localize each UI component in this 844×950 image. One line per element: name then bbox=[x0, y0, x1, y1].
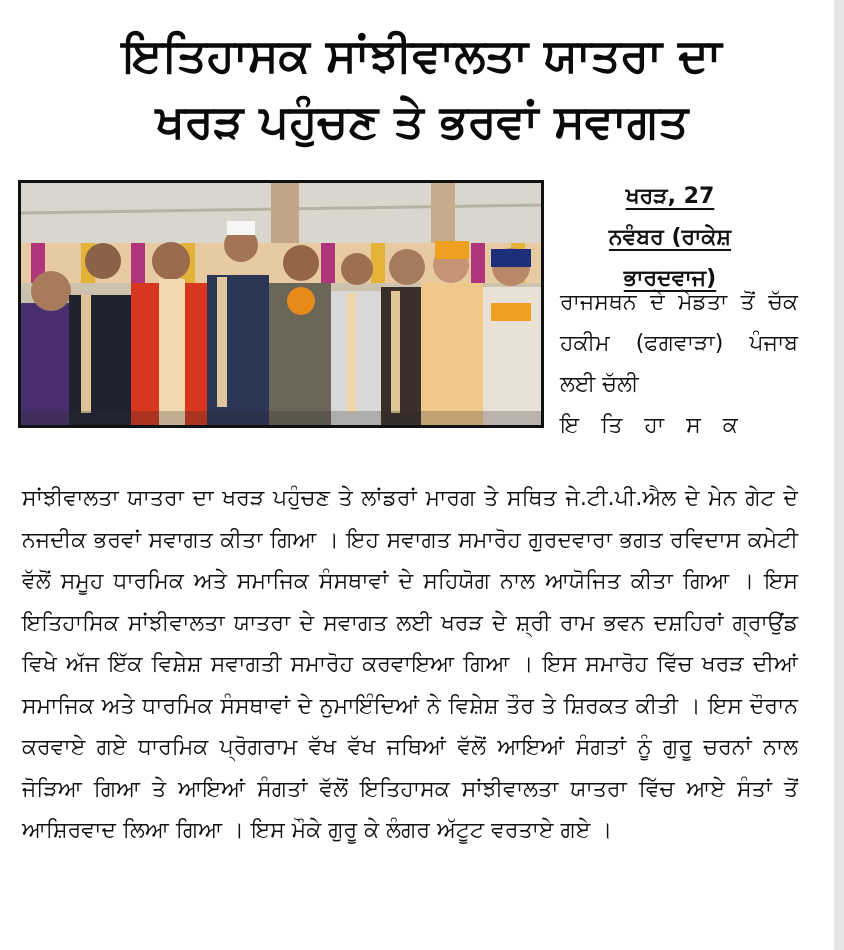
news-photo bbox=[18, 180, 544, 428]
group-photo-illustration bbox=[21, 183, 541, 425]
dateline-line-1: ਖਰੜ, 27 bbox=[625, 184, 715, 209]
dateline-line-2: ਨਵੰਬਰ (ਰਾਕੇਸ਼ bbox=[608, 225, 732, 250]
dateline-line-3: ਭਾਰਦਵਾਜ) bbox=[623, 266, 717, 291]
headline-line-2: ਖਰੜ ਪਹੁੰਚਣ ਤੇ ਭਰਵਾਂ ਸਵਾਗਤ bbox=[155, 94, 689, 148]
page-edge bbox=[834, 0, 844, 950]
article-side-column bbox=[560, 282, 798, 446]
dateline bbox=[560, 176, 780, 299]
side-text-last: ਇਤਿਹਾਸਕ bbox=[560, 413, 760, 438]
headline-line-1: ਇਤਿਹਾਸਕ ਸਾਂਝੀਵਾਲਤਾ ਯਾਤਰਾ ਦਾ bbox=[122, 28, 722, 82]
headline bbox=[10, 22, 834, 154]
article-body: ਸਾਂਝੀਵਾਲਤਾ ਯਾਤਰਾ ਦਾ ਖਰੜ ਪਹੁੰਚਣ ਤੇ ਲਾਂਡਰਾਂ ਮਾਰਗ ਤੇ ਸਥਿਤ ਜੇ.ਟੀ.ਪੀ.ਐਲ ਦੇ ਮੇਨ ਗੇਟ ਦੇ ਨਜਦੀਕ ਭਰਵਾਂ ਸਵਾਗਤ ਕੀਤਾ ਗਿਆ । ਇਹ ਸਵਾਗਤ ਸਮਾਰੋਹ ਗੁਰਦਵਾਰਾ ਭਗਤ ਰਵਿਦਾਸ ਕਮੇਟੀ ਵੱਲੋਂ ਸਮੂਹ ਧਾਰਮਿਕ ਅਤੇ ਸਮਾਜਿਕ ਸੰਸਥਾਵਾਂ ਦੇ ਸਹਿਯੋਗ ਨਾਲ ਆਯੋਜਿਤ ਕੀਤਾ ਗਿਆ । ਇਸ ਇਤਿਹਾਸਿਕ ਸਾਂਝੀਵਾਲਤਾ ਯਾਤਰਾ ਦੇ ਸਵਾਗਤ ਲਈ ਖਰੜ ਦੇ ਸ਼੍ਰੀ ਰਾਮ ਭਵਨ ਦਸ਼ਹਿਰਾਂ ਗ੍ਰਾਉਂਡ ਵਿਖੇ ਅੱਜ ਇੱਕ ਵਿਸ਼ੇਸ਼ ਸਵਾਗਤੀ ਸਮਾਰੋਹ ਕਰਵਾਇਆ ਗਿਆ । ਇਸ ਸਮਾਰੋਹ ਵਿੱਚ ਖਰੜ ਦੀਆਂ ਸਮਾਜਿਕ ਅਤੇ ਧਾਰਮਿਕ ਸੰਸਥਾਵਾਂ ਦੇ ਨੁਮਾਇੰਦਿਆਂ ਨੇ ਵਿਸ਼ੇਸ਼ ਤੌਰ ਤੇ ਸ਼ਿਰਕਤ ਕੀਤੀ । ਇਸ ਦੌਰਾਨ ਕਰਵਾਏ ਗਏ ਧਾਰਮਿਕ ਪ੍ਰੋਗਰਾਮ ਵੱਖ ਵੱਖ ਜਥਿਆਂ ਵੱਲੋਂ ਆਇਆਂ ਸੰਗਤਾਂ ਨੂੰ ਗੁਰੂ ਚਰਨਾਂ ਨਾਲ ਜੋੜਿਆ ਗਿਆ ਤੇ ਆਇਆਂ ਸੰਗਤਾਂ ਵੱਲੋਂ ਇਤਿਹਾਸਕ ਸਾਂਝੀਵਾਲਤਾ ਯਾਤਰਾ ਵਿੱਚ ਆਏ ਸੰਤਾਂ ਤੋਂ ਆਸ਼ਿਰਵਾਦ ਲਿਆ ਗਿਆ । ਇਸ ਮੌਕੇ ਗੁਰੂ ਕੇ ਲੰਗਰ ਅੱਟੂਟ ਵਰਤਾਏ ਗਏ । bbox=[22, 486, 798, 843]
side-text: ਰਾਜਸਥਨ ਦੇ ਮੇਡਤਾ ਤੋਂ ਚੱਕ ਹਕੀਮ (ਫਗਵਾੜਾ) ਪੰਜਾਬ ਲਈ ਚੱਲੀ bbox=[560, 290, 798, 397]
